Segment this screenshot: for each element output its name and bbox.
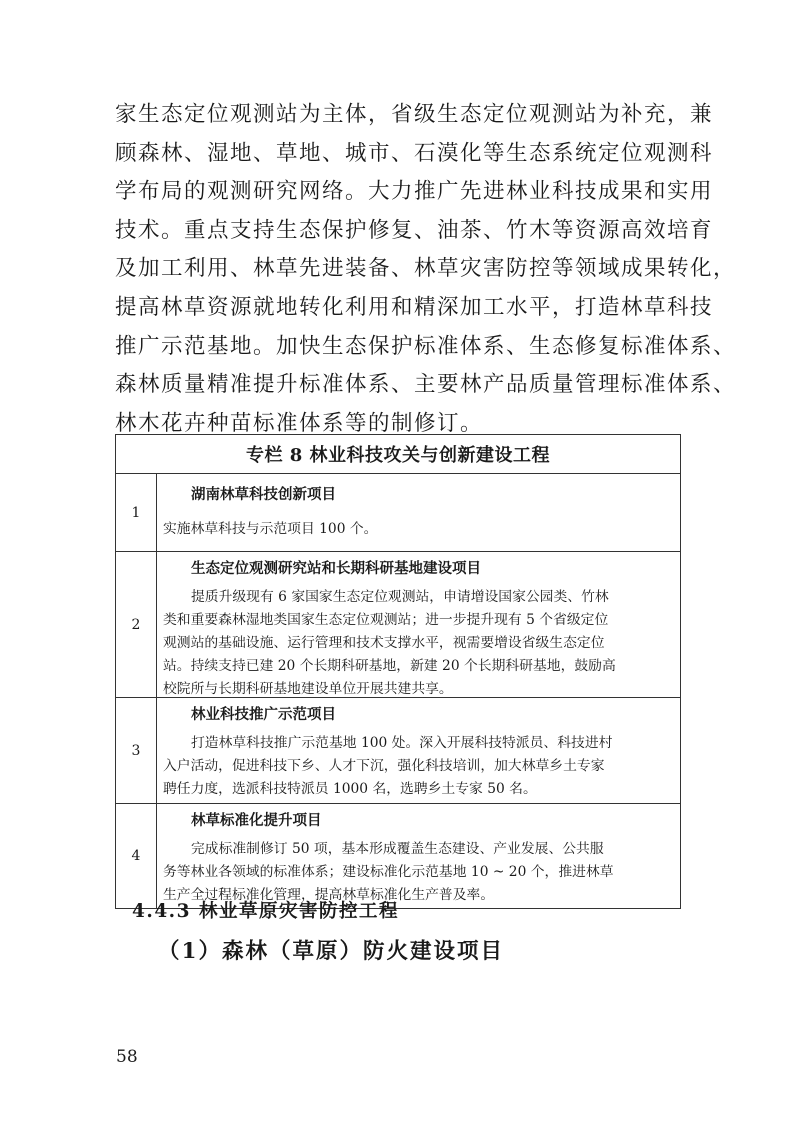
paragraph-line: 森林质量精准提升标准体系、主要林产品质量管理标准体系、 <box>115 372 737 398</box>
row-title: 林草标准化提升项目 <box>191 812 322 829</box>
column-box-title: 专栏 8 林业科技攻关与创新建设工程 <box>116 435 680 474</box>
row-body <box>163 586 672 701</box>
row-body-line: 提质升级现有 6 家国家生态定位观测站，申请增设国家公园类、竹林 <box>191 589 609 605</box>
row-body-line: 站。持续支持已建 20 个长期科研基地，新建 20 个长期科研基地，鼓励高 <box>163 658 616 674</box>
row-body <box>163 518 672 541</box>
table-row <box>116 698 680 804</box>
row-content <box>157 552 680 697</box>
paragraph-line: 技术。重点支持生态保护修复、油茶、竹木等资源高效培育 <box>115 217 714 243</box>
section-heading: 4.4.3 林业草原灾害防控工程 <box>132 901 399 922</box>
row-body-line: 完成标准制修订 50 项，基本形成覆盖生态建设、产业发展、公共服 <box>191 841 604 857</box>
row-number: 4 <box>116 804 157 908</box>
paragraph-line: 推广示范基地。加快生态保护标准体系、生态修复标准体系、 <box>115 333 737 359</box>
subsection-heading: （1）森林（草原）防火建设项目 <box>158 939 504 964</box>
row-title: 生态定位观测研究站和长期科研基地建设项目 <box>191 560 481 577</box>
row-body-line: 聘任力度，选派科技特派员 1000 名，选聘乡土专家 50 名。 <box>163 781 537 797</box>
table-row <box>116 804 680 908</box>
paragraph-line: 提高林草资源就地转化利用和精深加工水平，打造林草科技 <box>115 294 714 320</box>
page-number: 58 <box>116 1047 138 1067</box>
row-body-line: 校院所与长期科研基地建设单位开展共建共享。 <box>163 681 453 697</box>
table-row <box>116 552 680 698</box>
row-title: 湖南林草科技创新项目 <box>191 486 336 503</box>
row-body-line: 实施林草科技与示范项目 100 个。 <box>163 521 378 537</box>
row-content <box>157 474 680 551</box>
row-number: 1 <box>116 474 157 551</box>
row-number: 2 <box>116 552 157 697</box>
row-content <box>157 804 680 908</box>
paragraph-line: 家生态定位观测站为主体，省级生态定位观测站为补充，兼 <box>115 102 714 127</box>
paragraph-line: 学布局的观测研究网络。大力推广先进林业科技成果和实用 <box>115 179 714 205</box>
row-body-line: 生产全过程标准化管理，提高林草标准化生产普及率。 <box>163 887 495 903</box>
row-body-line: 类和重要森林湿地类国家生态定位观测站；进一步提升现有 5 个省级定位 <box>163 612 609 628</box>
paragraph-line: 林木花卉种苗标准体系等的制修订。 <box>115 410 484 436</box>
table-row <box>116 474 680 552</box>
row-body-line: 观测站的基础设施、运行管理和技术支撑水平，视需要增设省级生态定位 <box>163 635 605 651</box>
paragraph-line: 顾森林、湿地、草地、城市、石漠化等生态系统定位观测科 <box>115 140 714 166</box>
column-box <box>115 434 681 909</box>
row-body <box>163 732 672 801</box>
row-number: 3 <box>116 698 157 803</box>
paragraph-line: 及加工利用、林草先进装备、林草灾害防控等领域成果转化， <box>115 256 737 282</box>
row-body-line: 打造林草科技推广示范基地 100 处。深入开展科技特派员、科技进村 <box>191 735 613 751</box>
row-body-line: 入户活动，促进科技下乡、人才下沉，强化科技培训，加大林草乡土专家 <box>163 758 605 774</box>
row-body-line: 务等林业各领域的标准体系；建设标准化示范基地 10 ~ 20 个，推进林草 <box>163 864 614 880</box>
row-title: 林业科技推广示范项目 <box>191 706 336 723</box>
row-content <box>157 698 680 803</box>
body-paragraph <box>115 96 737 443</box>
